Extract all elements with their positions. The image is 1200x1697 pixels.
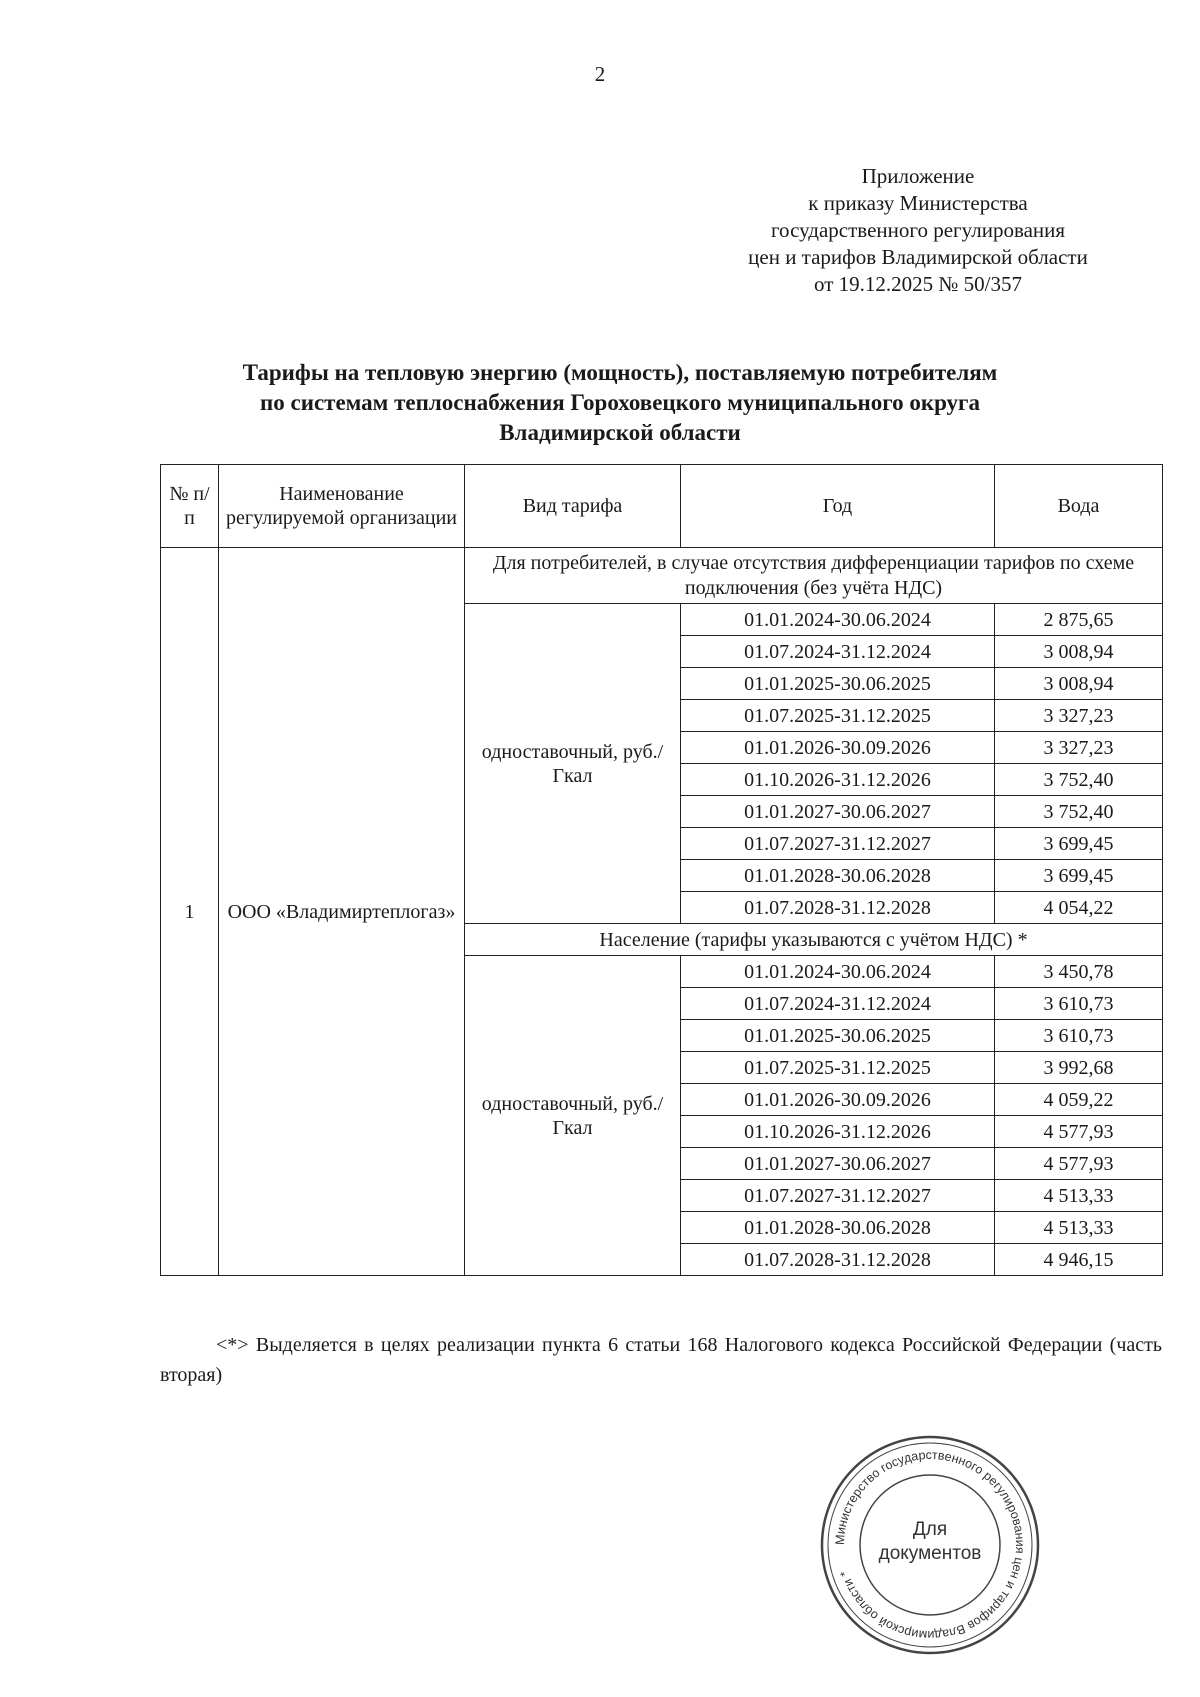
water-tariff-value: 4 513,33 (995, 1212, 1163, 1244)
stamp-line: Для (912, 1519, 948, 1540)
stamp-center-text (815, 1518, 1045, 1566)
appendix-line: к приказу Министерства (808, 191, 1028, 215)
water-tariff-value: 4 946,15 (995, 1244, 1163, 1276)
water-tariff-value: 3 008,94 (995, 636, 1163, 668)
row-number: 1 (161, 548, 219, 1276)
water-tariff-value: 3 610,73 (995, 988, 1163, 1020)
stamp-line: документов (878, 1543, 982, 1564)
period-cell: 01.01.2027-30.06.2027 (681, 796, 995, 828)
page-number: 2 (594, 62, 606, 86)
appendix-line: государственного регулирования (770, 218, 1066, 242)
period-cell: 01.07.2025-31.12.2025 (681, 700, 995, 732)
period-cell: 01.01.2026-30.09.2026 (681, 732, 995, 764)
section-title: Для потребителей, в случае отсутствия дифференциации тарифов по схеме подключения (без учёта НДС) (465, 548, 1163, 604)
section-title: Население (тарифы указываются с учётом НДС) * (465, 924, 1163, 956)
water-tariff-value: 3 008,94 (995, 668, 1163, 700)
period-cell: 01.07.2028-31.12.2028 (681, 1244, 995, 1276)
document-title (160, 358, 1080, 448)
period-cell: 01.01.2027-30.06.2027 (681, 1148, 995, 1180)
water-tariff-value: 3 327,23 (995, 700, 1163, 732)
period-cell: 01.07.2024-31.12.2024 (681, 636, 995, 668)
organization-name: ООО «Владимиртеплогаз» (219, 548, 465, 1276)
header-org: Наименование регулируемой организации (219, 465, 465, 548)
title-line: по системам теплоснабжения Гороховецкого муниципального округа (259, 390, 981, 415)
water-tariff-value: 2 875,65 (995, 604, 1163, 636)
period-cell: 01.10.2026-31.12.2026 (681, 1116, 995, 1148)
stamp-ring-text: Министерство государственного регулирования цен и тарифов Владимирской области * (832, 1447, 1028, 1643)
period-cell: 01.01.2026-30.09.2026 (681, 1084, 995, 1116)
water-tariff-value: 3 752,40 (995, 764, 1163, 796)
period-cell: 01.07.2025-31.12.2025 (681, 1052, 995, 1084)
water-tariff-value: 3 699,45 (995, 828, 1163, 860)
tariff-table (160, 464, 1163, 1276)
period-cell: 01.07.2024-31.12.2024 (681, 988, 995, 1020)
period-cell: 01.01.2025-30.06.2025 (681, 1020, 995, 1052)
water-tariff-value: 4 577,93 (995, 1116, 1163, 1148)
water-tariff-value: 4 577,93 (995, 1148, 1163, 1180)
water-tariff-value: 4 059,22 (995, 1084, 1163, 1116)
period-cell: 01.01.2028-30.06.2028 (681, 1212, 995, 1244)
appendix-line: цен и тарифов Владимирской области (748, 245, 1088, 269)
section-header-row (161, 548, 1163, 604)
header-water: Вода (995, 465, 1163, 548)
period-cell: 01.01.2024-30.06.2024 (681, 604, 995, 636)
footnote: <*> Выделяется в целях реализации пункта 6 статьи 168 Налогового кодекса Российской Федерации (часть вторая) (160, 1334, 1162, 1386)
period-cell: 01.07.2027-31.12.2027 (681, 1180, 995, 1212)
period-cell: 01.07.2028-31.12.2028 (681, 892, 995, 924)
header-num: № п/п (161, 465, 219, 548)
tariff-type: одноставочный, руб./Гкал (465, 956, 681, 1276)
period-cell: 01.01.2028-30.06.2028 (681, 860, 995, 892)
header-tariff-type: Вид тарифа (465, 465, 681, 548)
water-tariff-value: 3 752,40 (995, 796, 1163, 828)
water-tariff-value: 3 699,45 (995, 860, 1163, 892)
period-cell: 01.01.2024-30.06.2024 (681, 956, 995, 988)
water-tariff-value: 4 054,22 (995, 892, 1163, 924)
appendix-block (708, 163, 1128, 298)
title-line: Владимирской области (499, 420, 741, 445)
water-tariff-value: 4 513,33 (995, 1180, 1163, 1212)
period-cell: 01.10.2026-31.12.2026 (681, 764, 995, 796)
appendix-line: Приложение (861, 164, 975, 188)
period-cell: 01.01.2025-30.06.2025 (681, 668, 995, 700)
water-tariff-value: 3 610,73 (995, 1020, 1163, 1052)
header-year: Год (681, 465, 995, 548)
water-tariff-value: 3 992,68 (995, 1052, 1163, 1084)
period-cell: 01.07.2027-31.12.2027 (681, 828, 995, 860)
official-stamp (815, 1430, 1045, 1660)
tariff-type: одноставочный, руб./Гкал (465, 604, 681, 924)
water-tariff-value: 3 327,23 (995, 732, 1163, 764)
appendix-line: от 19.12.2025 № 50/357 (813, 272, 1023, 296)
table-header-row (161, 465, 1163, 548)
water-tariff-value: 3 450,78 (995, 956, 1163, 988)
title-line: Тарифы на тепловую энергию (мощность), поставляемую потребителям (242, 360, 998, 385)
